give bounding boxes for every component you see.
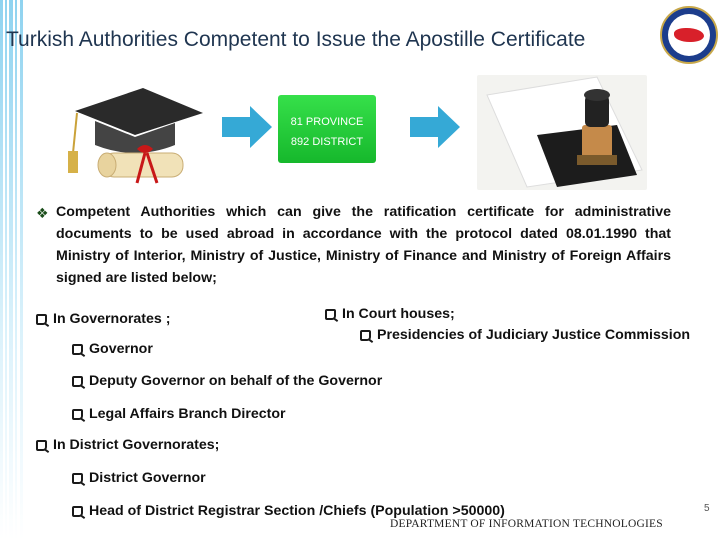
list-item-registrar [72, 503, 505, 519]
province-district-box [278, 95, 376, 163]
list-item-governorates [36, 311, 170, 327]
page-number: 5 [704, 503, 710, 514]
decorative-left-stripes [0, 0, 26, 540]
list-item-court-houses [325, 306, 455, 322]
checkbox-bullet-icon [72, 473, 83, 484]
checkbox-bullet-icon [36, 440, 47, 451]
competent-authorities-paragraph: Competent Authorities which can give the ratification certificate for administrative documents to be used abroad in accordance with the protocol dated 08.01.1990 that Ministry of Interior, Ministry of Justice, Ministry of Finance and Ministry of Foreign Affairs signed are listed below; [56, 204, 671, 286]
rubber-stamp-image [477, 75, 647, 190]
checkbox-bullet-icon [72, 409, 83, 420]
list-item-text: In Governorates ; [53, 311, 171, 327]
district-count: 892 DISTRICT [290, 136, 364, 148]
checkbox-bullet-icon [325, 309, 336, 320]
flow-arrow-icon [410, 106, 460, 148]
checkbox-bullet-icon [72, 376, 83, 387]
diamond-bullet-icon: ❖ [36, 205, 49, 221]
list-item-district-governor [72, 470, 206, 486]
province-count: 81 PROVINCE [290, 116, 364, 128]
checkbox-bullet-icon [36, 314, 47, 325]
list-item-text: Presidencies of Judiciary Justice Commission [377, 327, 691, 343]
ministry-emblem-icon [660, 6, 718, 64]
footer-department: DEPARTMENT OF INFORMATION TECHNOLOGIES [390, 518, 663, 530]
list-item-text: Head of District Registrar Section /Chiefs (Population >50000) [89, 503, 505, 519]
list-item-deputy-governor [72, 373, 382, 389]
graduation-cap-diploma-image [65, 83, 205, 188]
list-item-text: In District Governorates; [53, 437, 220, 453]
list-item-text: Legal Affairs Branch Director [89, 406, 286, 422]
checkbox-bullet-icon [72, 344, 83, 355]
list-item-text: Governor [89, 341, 153, 357]
checkbox-bullet-icon [360, 330, 371, 341]
list-item-district-governorates [36, 437, 219, 453]
list-item-text: Deputy Governor on behalf of the Governor [89, 373, 383, 389]
list-item-text: In Court houses; [342, 306, 455, 322]
flow-arrow-icon [222, 106, 272, 148]
list-item-governor [72, 341, 153, 357]
list-item-legal-affairs [72, 406, 286, 422]
list-item-presidencies [360, 327, 690, 343]
list-item-text: District Governor [89, 470, 206, 486]
checkbox-bullet-icon [72, 506, 83, 517]
slide-title: Turkish Authorities Competent to Issue the Apostille Certificate [6, 28, 586, 51]
